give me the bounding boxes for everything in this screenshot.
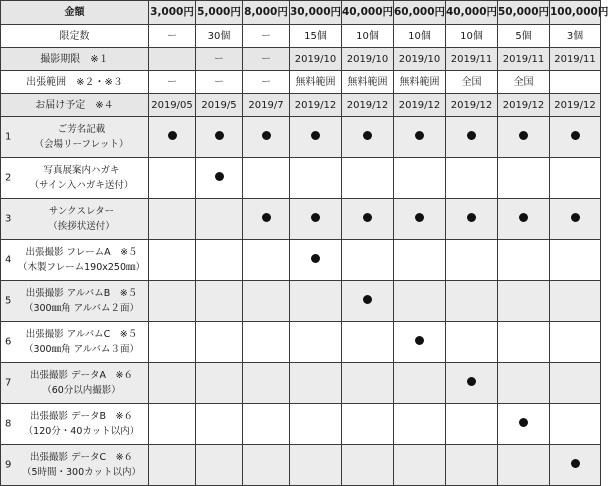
reward-item-number: 2 <box>5 172 12 184</box>
reward-item-detail: （60分以内撮影） <box>42 385 121 396</box>
matrix-cell <box>243 199 290 240</box>
tier-period-cell: 2019/10 <box>394 48 446 71</box>
tier-limit-cell: 30個 <box>196 25 243 48</box>
matrix-cell <box>498 199 550 240</box>
reward-item-label <box>1 322 149 363</box>
matrix-cell <box>196 322 243 363</box>
reward-item-row <box>1 445 601 486</box>
matrix-cell <box>243 117 290 158</box>
reward-item-detail: （サイン入ハガキ送付） <box>29 180 134 191</box>
matrix-cell <box>446 363 498 404</box>
matrix-cell <box>446 199 498 240</box>
tier-area-cell: ー <box>196 71 243 94</box>
tier-area-cell: 無料範囲 <box>342 71 394 94</box>
included-dot-icon <box>571 459 580 468</box>
matrix-cell <box>243 445 290 486</box>
tier-period-cell: 2019/10 <box>290 48 342 71</box>
tier-limit-cell: 5個 <box>498 25 550 48</box>
matrix-cell <box>446 322 498 363</box>
matrix-cell <box>342 363 394 404</box>
tier-area-cell: ー <box>243 71 290 94</box>
matrix-cell <box>243 281 290 322</box>
reward-item-row <box>1 363 601 404</box>
tier-price-cell: 40,000円 <box>342 1 394 25</box>
area-row <box>1 71 601 94</box>
matrix-cell <box>342 117 394 158</box>
reward-item-detail: （5時間・300カット以内） <box>21 467 142 478</box>
reward-item-number: 1 <box>5 131 12 143</box>
included-dot-icon <box>363 213 372 222</box>
reward-item-detail: （120分・40カット以内） <box>23 426 140 437</box>
reward-item-title: 出張撮影 データB ※６ <box>30 411 133 422</box>
reward-item-label <box>1 117 149 158</box>
tier-area-cell <box>550 71 601 94</box>
matrix-cell <box>149 117 196 158</box>
tier-limit-cell: ー <box>243 25 290 48</box>
matrix-cell <box>290 281 342 322</box>
tier-period-cell: ー <box>196 48 243 71</box>
tier-limit-cell: 10個 <box>394 25 446 48</box>
reward-item-title: ご芳名記載 <box>57 124 106 135</box>
reward-item-detail: （会場リーフレット） <box>34 139 129 150</box>
tier-price-cell: 50,000円 <box>498 1 550 25</box>
reward-item-detail: （挨拶状送付） <box>48 221 115 232</box>
included-dot-icon <box>168 131 177 140</box>
reward-matrix-body <box>1 1 608 486</box>
tier-period-cell <box>149 48 196 71</box>
included-dot-icon <box>311 131 320 140</box>
matrix-cell <box>290 117 342 158</box>
reward-item-row <box>1 240 601 281</box>
included-dot-icon <box>215 172 224 181</box>
reward-item-row <box>1 281 601 322</box>
matrix-cell <box>550 404 601 445</box>
matrix-cell <box>290 322 342 363</box>
matrix-cell <box>550 158 601 199</box>
matrix-cell <box>149 363 196 404</box>
reward-item-row <box>1 117 601 158</box>
matrix-cell <box>446 240 498 281</box>
matrix-cell <box>149 240 196 281</box>
tier-delivery-cell: 2019/12 <box>290 94 342 117</box>
matrix-cell <box>446 445 498 486</box>
included-dot-icon <box>467 213 476 222</box>
matrix-cell <box>342 240 394 281</box>
reward-item-row <box>1 158 601 199</box>
tier-price-cell: 5,000円 <box>196 1 243 25</box>
tier-period-cell: 2019/11 <box>550 48 601 71</box>
reward-item-row <box>1 322 601 363</box>
tier-price-cell: 100,000円 <box>550 1 601 25</box>
delivery-row <box>1 94 601 117</box>
matrix-cell <box>550 322 601 363</box>
matrix-cell <box>446 158 498 199</box>
reward-item-number: 3 <box>5 213 12 225</box>
tier-delivery-cell: 2019/7 <box>243 94 290 117</box>
price-row <box>1 1 601 25</box>
matrix-cell <box>243 158 290 199</box>
matrix-cell <box>196 404 243 445</box>
matrix-cell <box>243 404 290 445</box>
included-dot-icon <box>519 418 528 427</box>
reward-item-title: サンクスレター <box>48 206 115 217</box>
matrix-cell <box>498 240 550 281</box>
included-dot-icon <box>311 213 320 222</box>
matrix-cell <box>196 158 243 199</box>
included-dot-icon <box>467 131 476 140</box>
tier-area-cell: ー <box>149 71 196 94</box>
included-dot-icon <box>262 131 271 140</box>
tier-delivery-cell: 2019/5 <box>196 94 243 117</box>
limit-row <box>1 25 601 48</box>
tier-delivery-cell: 2019/12 <box>498 94 550 117</box>
tier-delivery-cell: 2019/12 <box>394 94 446 117</box>
matrix-cell <box>446 404 498 445</box>
area-row-label: 出張範囲 ※２・※３ <box>1 71 149 94</box>
reward-item-number: 8 <box>5 418 12 430</box>
matrix-cell <box>342 322 394 363</box>
tier-delivery-cell: 2019/12 <box>342 94 394 117</box>
reward-item-title: 出張撮影 フレームA ※５ <box>25 247 138 258</box>
reward-item-detail: （木製フレーム190x250㎜） <box>17 262 145 273</box>
matrix-cell <box>394 322 446 363</box>
reward-item-detail: （300㎜角 アルバム３面） <box>23 344 140 355</box>
included-dot-icon <box>363 295 372 304</box>
reward-item-label <box>1 240 149 281</box>
included-dot-icon <box>415 213 424 222</box>
matrix-cell <box>342 158 394 199</box>
included-dot-icon <box>571 213 580 222</box>
matrix-cell <box>394 240 446 281</box>
matrix-cell <box>290 199 342 240</box>
matrix-cell <box>342 404 394 445</box>
included-dot-icon <box>415 336 424 345</box>
tier-delivery-cell: 2019/05 <box>149 94 196 117</box>
included-dot-icon <box>415 131 424 140</box>
tier-delivery-cell: 2019/12 <box>550 94 601 117</box>
included-dot-icon <box>215 131 224 140</box>
reward-item-label <box>1 281 149 322</box>
matrix-cell <box>342 445 394 486</box>
reward-item-title: 出張撮影 アルバムC ※５ <box>25 329 138 340</box>
matrix-cell <box>196 199 243 240</box>
reward-item-detail: （300㎜角 アルバム２面） <box>23 303 140 314</box>
tier-price-cell: 8,000円 <box>243 1 290 25</box>
reward-item-number: 6 <box>5 336 12 348</box>
tier-area-cell: 全国 <box>498 71 550 94</box>
reward-item-row <box>1 199 601 240</box>
matrix-cell <box>498 322 550 363</box>
matrix-cell <box>149 199 196 240</box>
reward-item-number: 9 <box>5 459 12 471</box>
matrix-cell <box>550 240 601 281</box>
included-dot-icon <box>363 131 372 140</box>
tier-price-cell: 40,000円 <box>446 1 498 25</box>
reward-item-label <box>1 363 149 404</box>
reward-item-title: 出張撮影 データA ※６ <box>30 370 133 381</box>
matrix-cell <box>149 281 196 322</box>
tier-price-cell: 3,000円 <box>149 1 196 25</box>
matrix-cell <box>196 117 243 158</box>
period-row <box>1 48 601 71</box>
matrix-cell <box>394 158 446 199</box>
matrix-cell <box>498 117 550 158</box>
matrix-cell <box>498 363 550 404</box>
matrix-cell <box>550 281 601 322</box>
matrix-cell <box>149 404 196 445</box>
included-dot-icon <box>519 131 528 140</box>
reward-item-label <box>1 404 149 445</box>
price-row-label: 金額 <box>1 1 149 25</box>
reward-item-title: 写真展案内ハガキ <box>43 165 120 176</box>
matrix-cell <box>149 445 196 486</box>
matrix-cell <box>243 240 290 281</box>
matrix-cell <box>498 281 550 322</box>
matrix-cell <box>196 363 243 404</box>
tier-period-cell: ー <box>243 48 290 71</box>
tier-price-cell: 30,000円 <box>290 1 342 25</box>
included-dot-icon <box>571 131 580 140</box>
reward-item-title: 出張撮影 データC ※６ <box>29 452 134 463</box>
included-dot-icon <box>311 254 320 263</box>
matrix-cell <box>550 445 601 486</box>
reward-item-label <box>1 158 149 199</box>
tier-limit-cell: 3個 <box>550 25 601 48</box>
matrix-cell <box>243 322 290 363</box>
matrix-cell <box>394 281 446 322</box>
matrix-cell <box>498 158 550 199</box>
matrix-cell <box>446 281 498 322</box>
tier-area-cell: 無料範囲 <box>394 71 446 94</box>
matrix-cell <box>498 404 550 445</box>
matrix-cell <box>196 445 243 486</box>
matrix-cell <box>394 199 446 240</box>
reward-item-label <box>1 445 149 486</box>
matrix-cell <box>196 281 243 322</box>
matrix-cell <box>290 445 342 486</box>
matrix-cell <box>342 199 394 240</box>
matrix-cell <box>394 404 446 445</box>
matrix-cell <box>149 322 196 363</box>
included-dot-icon <box>262 213 271 222</box>
matrix-cell <box>290 404 342 445</box>
included-dot-icon <box>467 377 476 386</box>
reward-item-number: 5 <box>5 295 12 307</box>
matrix-cell <box>342 281 394 322</box>
matrix-cell <box>498 445 550 486</box>
tier-area-cell: 無料範囲 <box>290 71 342 94</box>
matrix-cell <box>550 199 601 240</box>
matrix-cell <box>290 240 342 281</box>
tier-period-cell: 2019/10 <box>342 48 394 71</box>
tier-limit-cell: 10個 <box>342 25 394 48</box>
tier-limit-cell: 15個 <box>290 25 342 48</box>
matrix-cell <box>394 363 446 404</box>
limit-row-label: 限定数 <box>1 25 149 48</box>
tier-period-cell: 2019/11 <box>446 48 498 71</box>
included-dot-icon <box>519 213 528 222</box>
tier-limit-cell: 10個 <box>446 25 498 48</box>
tier-limit-cell: ー <box>149 25 196 48</box>
period-row-label: 撮影期限 ※１ <box>1 48 149 71</box>
reward-item-number: 4 <box>5 254 12 266</box>
reward-item-row <box>1 404 601 445</box>
matrix-cell <box>446 117 498 158</box>
matrix-cell <box>243 363 290 404</box>
matrix-cell <box>394 445 446 486</box>
tier-price-cell: 60,000円 <box>394 1 446 25</box>
matrix-cell <box>550 363 601 404</box>
reward-item-title: 出張撮影 アルバムB ※５ <box>25 288 138 299</box>
matrix-cell <box>550 117 601 158</box>
reward-item-label <box>1 199 149 240</box>
matrix-cell <box>196 240 243 281</box>
matrix-cell <box>149 158 196 199</box>
tier-area-cell: 全国 <box>446 71 498 94</box>
tier-period-cell: 2019/11 <box>498 48 550 71</box>
tier-delivery-cell: 2019/12 <box>446 94 498 117</box>
matrix-cell <box>290 363 342 404</box>
matrix-cell <box>394 117 446 158</box>
delivery-row-label: お届け予定 ※４ <box>1 94 149 117</box>
matrix-cell <box>290 158 342 199</box>
reward-item-number: 7 <box>5 377 12 389</box>
